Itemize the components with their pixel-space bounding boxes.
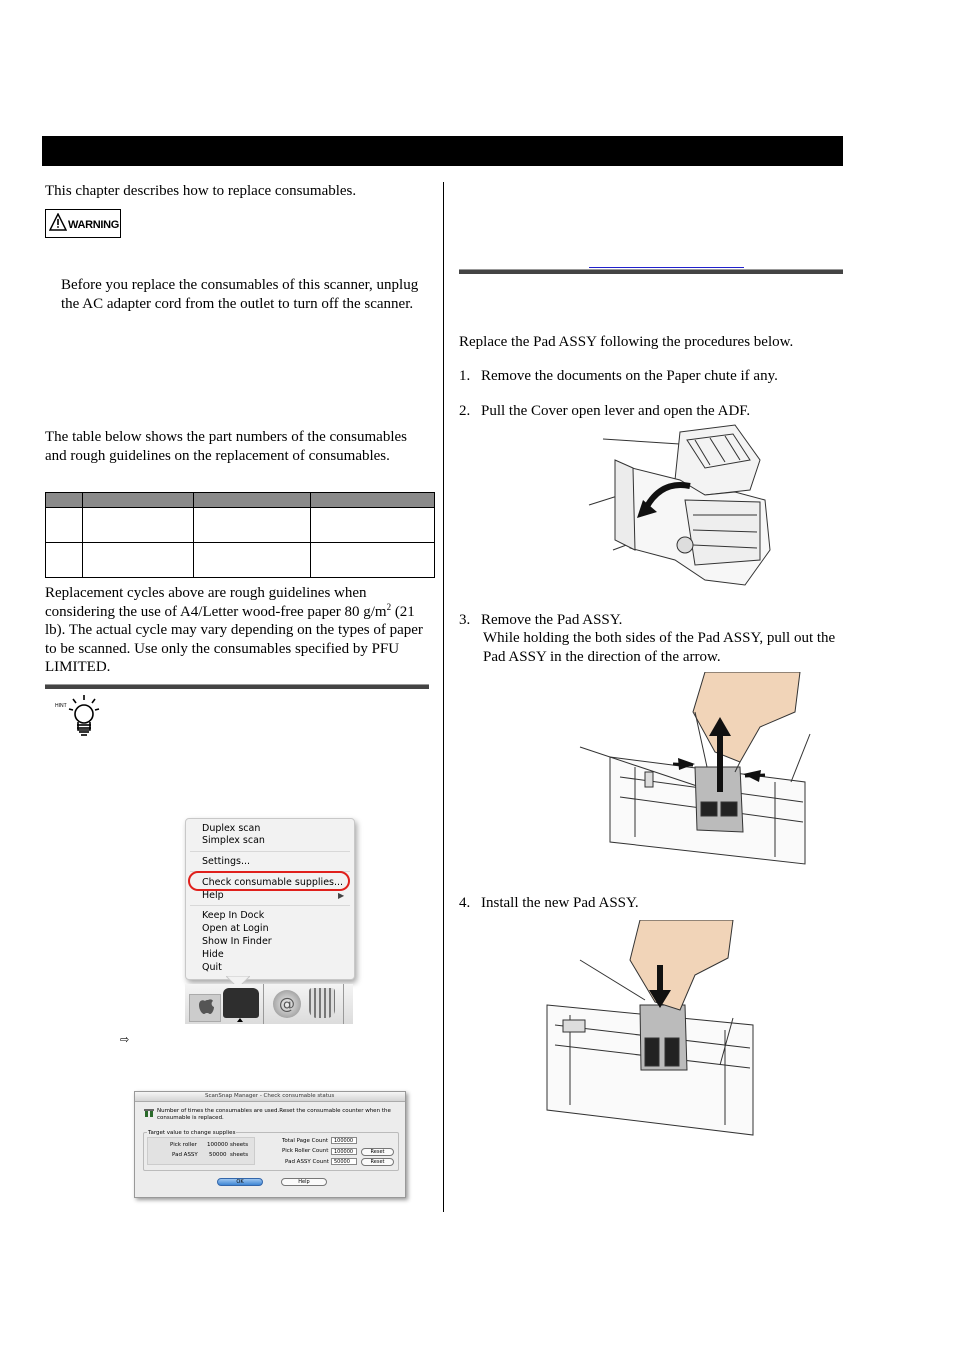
total-count-label: Total Page Count	[282, 1138, 328, 1144]
dock-separator	[263, 984, 264, 1024]
pick-roller-reset-button[interactable]: Reset	[361, 1148, 394, 1156]
menu-item-settings[interactable]: Settings...	[202, 856, 251, 867]
running-indicator	[237, 1018, 243, 1022]
intro-text: This chapter describes how to replace consumables.	[45, 183, 357, 199]
menu-item-open-at-login[interactable]: Open at Login	[202, 923, 269, 934]
menu-item-check-consumable-supplies[interactable]: Check consumable supplies...	[202, 877, 344, 888]
pick-roller-unit: sheets	[230, 1142, 249, 1148]
menu-separator	[190, 905, 350, 906]
section-rule	[459, 269, 843, 274]
cycle-note-text: Replacement cycles above are rough guidelines when considering the use of A4/Letter wood-free paper 80 g/m	[45, 585, 387, 620]
procedure-intro: Replace the Pad ASSY following the procedures below.	[459, 334, 794, 350]
lightbulb-icon	[67, 694, 101, 738]
step-text: Pull the Cover open lever and open the ADF.	[481, 403, 751, 419]
arrow-right-icon: ⇨	[120, 1033, 130, 1046]
menu-item-hide[interactable]: Hide	[202, 949, 224, 960]
table-row	[46, 543, 435, 578]
step-text: Install the new Pad ASSY.	[481, 895, 639, 911]
pad-assy-unit: sheets	[230, 1152, 249, 1158]
help-button[interactable]: Help	[281, 1178, 327, 1186]
warning-icon	[49, 213, 67, 231]
dock-separator	[343, 984, 344, 1024]
chapter-header-bar	[42, 136, 843, 166]
dialog-message: Number of times the consumables are used.Reset the consumable counter when the consumable is replaced.	[157, 1108, 391, 1121]
cycle-note	[45, 584, 430, 677]
superscript-2: 2	[386, 601, 392, 612]
pick-roller-count-field[interactable]: 100000	[331, 1148, 357, 1155]
step-1	[459, 367, 843, 386]
ok-button[interactable]: OK	[217, 1178, 263, 1186]
table-header-row	[46, 493, 435, 508]
scansnap-dock-icon[interactable]	[223, 988, 259, 1018]
warning-label: WARNING	[68, 219, 120, 231]
menu-item-keep-in-dock[interactable]: Keep In Dock	[202, 910, 265, 921]
table-row	[46, 508, 435, 543]
step-number: 3.	[459, 612, 471, 628]
consumables-table	[45, 492, 435, 578]
step-text: Remove the documents on the Paper chute if any.	[481, 368, 778, 384]
pick-roller-label: Pick roller	[170, 1142, 197, 1148]
hint-badge	[55, 694, 105, 738]
step-number: 2.	[459, 403, 471, 419]
group-label: Target value to change supplies	[148, 1130, 236, 1136]
scanner-adf-open-figure	[585, 420, 775, 595]
step-2	[459, 402, 843, 421]
pad-assy-label: Pad ASSY	[172, 1152, 198, 1158]
step-number: 1.	[459, 368, 471, 384]
dock-context-menu	[185, 818, 355, 980]
finder-icon[interactable]	[189, 994, 221, 1022]
hint-rule	[45, 684, 429, 689]
pad-assy-count-field[interactable]: 50000	[331, 1158, 357, 1165]
step-3	[459, 611, 843, 630]
check-consumable-dialog	[134, 1091, 406, 1198]
menu-item-help[interactable]: Help	[202, 890, 224, 901]
step-number: 4.	[459, 895, 471, 911]
submenu-arrow-icon: ▶	[338, 891, 345, 900]
step-4	[459, 894, 843, 913]
pad-assy-reset-button[interactable]: Reset	[361, 1158, 394, 1166]
hyperlink-underline[interactable]	[589, 267, 744, 268]
pad-assy-count-label: Pad ASSY Count	[285, 1159, 329, 1165]
step-3-detail: While holding the both sides of the Pad ASSY, pull out the Pad ASSY in the direction of the arrow.	[483, 630, 836, 665]
total-count-field[interactable]: 100000	[331, 1137, 357, 1144]
consumable-icon	[144, 1108, 154, 1118]
hint-label: HINT	[55, 703, 67, 709]
column-divider	[443, 182, 444, 1212]
remove-pad-assy-figure	[575, 672, 815, 870]
cycle-note-text-2: (21 lb). The actual cycle may vary depending on the types of paper to be scanned. Use only the consumables specified by PFU LIMITED.	[45, 603, 423, 675]
menu-item-duplex-scan[interactable]: Duplex scan	[202, 823, 261, 834]
dock-strip	[185, 984, 353, 1024]
pad-assy-target: 50000	[209, 1152, 227, 1158]
highlight-ellipse	[188, 871, 350, 891]
dialog-title: ScanSnap Manager - Check consumable status	[205, 1093, 335, 1099]
mail-icon[interactable]: @	[273, 990, 301, 1018]
step-text: Remove the Pad ASSY.	[481, 612, 623, 628]
trash-icon[interactable]	[309, 988, 335, 1018]
install-pad-assy-figure	[545, 920, 760, 1145]
menu-item-show-in-finder[interactable]: Show In Finder	[202, 936, 272, 947]
menu-item-quit[interactable]: Quit	[202, 962, 222, 973]
warning-text: Before you replace the consumables of this scanner, unplug the AC adapter cord from the outlet to turn off the scanner.	[61, 277, 419, 312]
warning-badge	[45, 209, 121, 238]
pick-roller-target: 100000	[207, 1142, 228, 1148]
menu-item-simplex-scan[interactable]: Simplex scan	[202, 835, 265, 846]
pick-roller-count-label: Pick Roller Count	[282, 1148, 329, 1154]
menu-separator	[190, 851, 350, 852]
table-intro: The table below shows the part numbers of the consumables and rough guidelines on the replacement of consumables.	[45, 429, 407, 464]
